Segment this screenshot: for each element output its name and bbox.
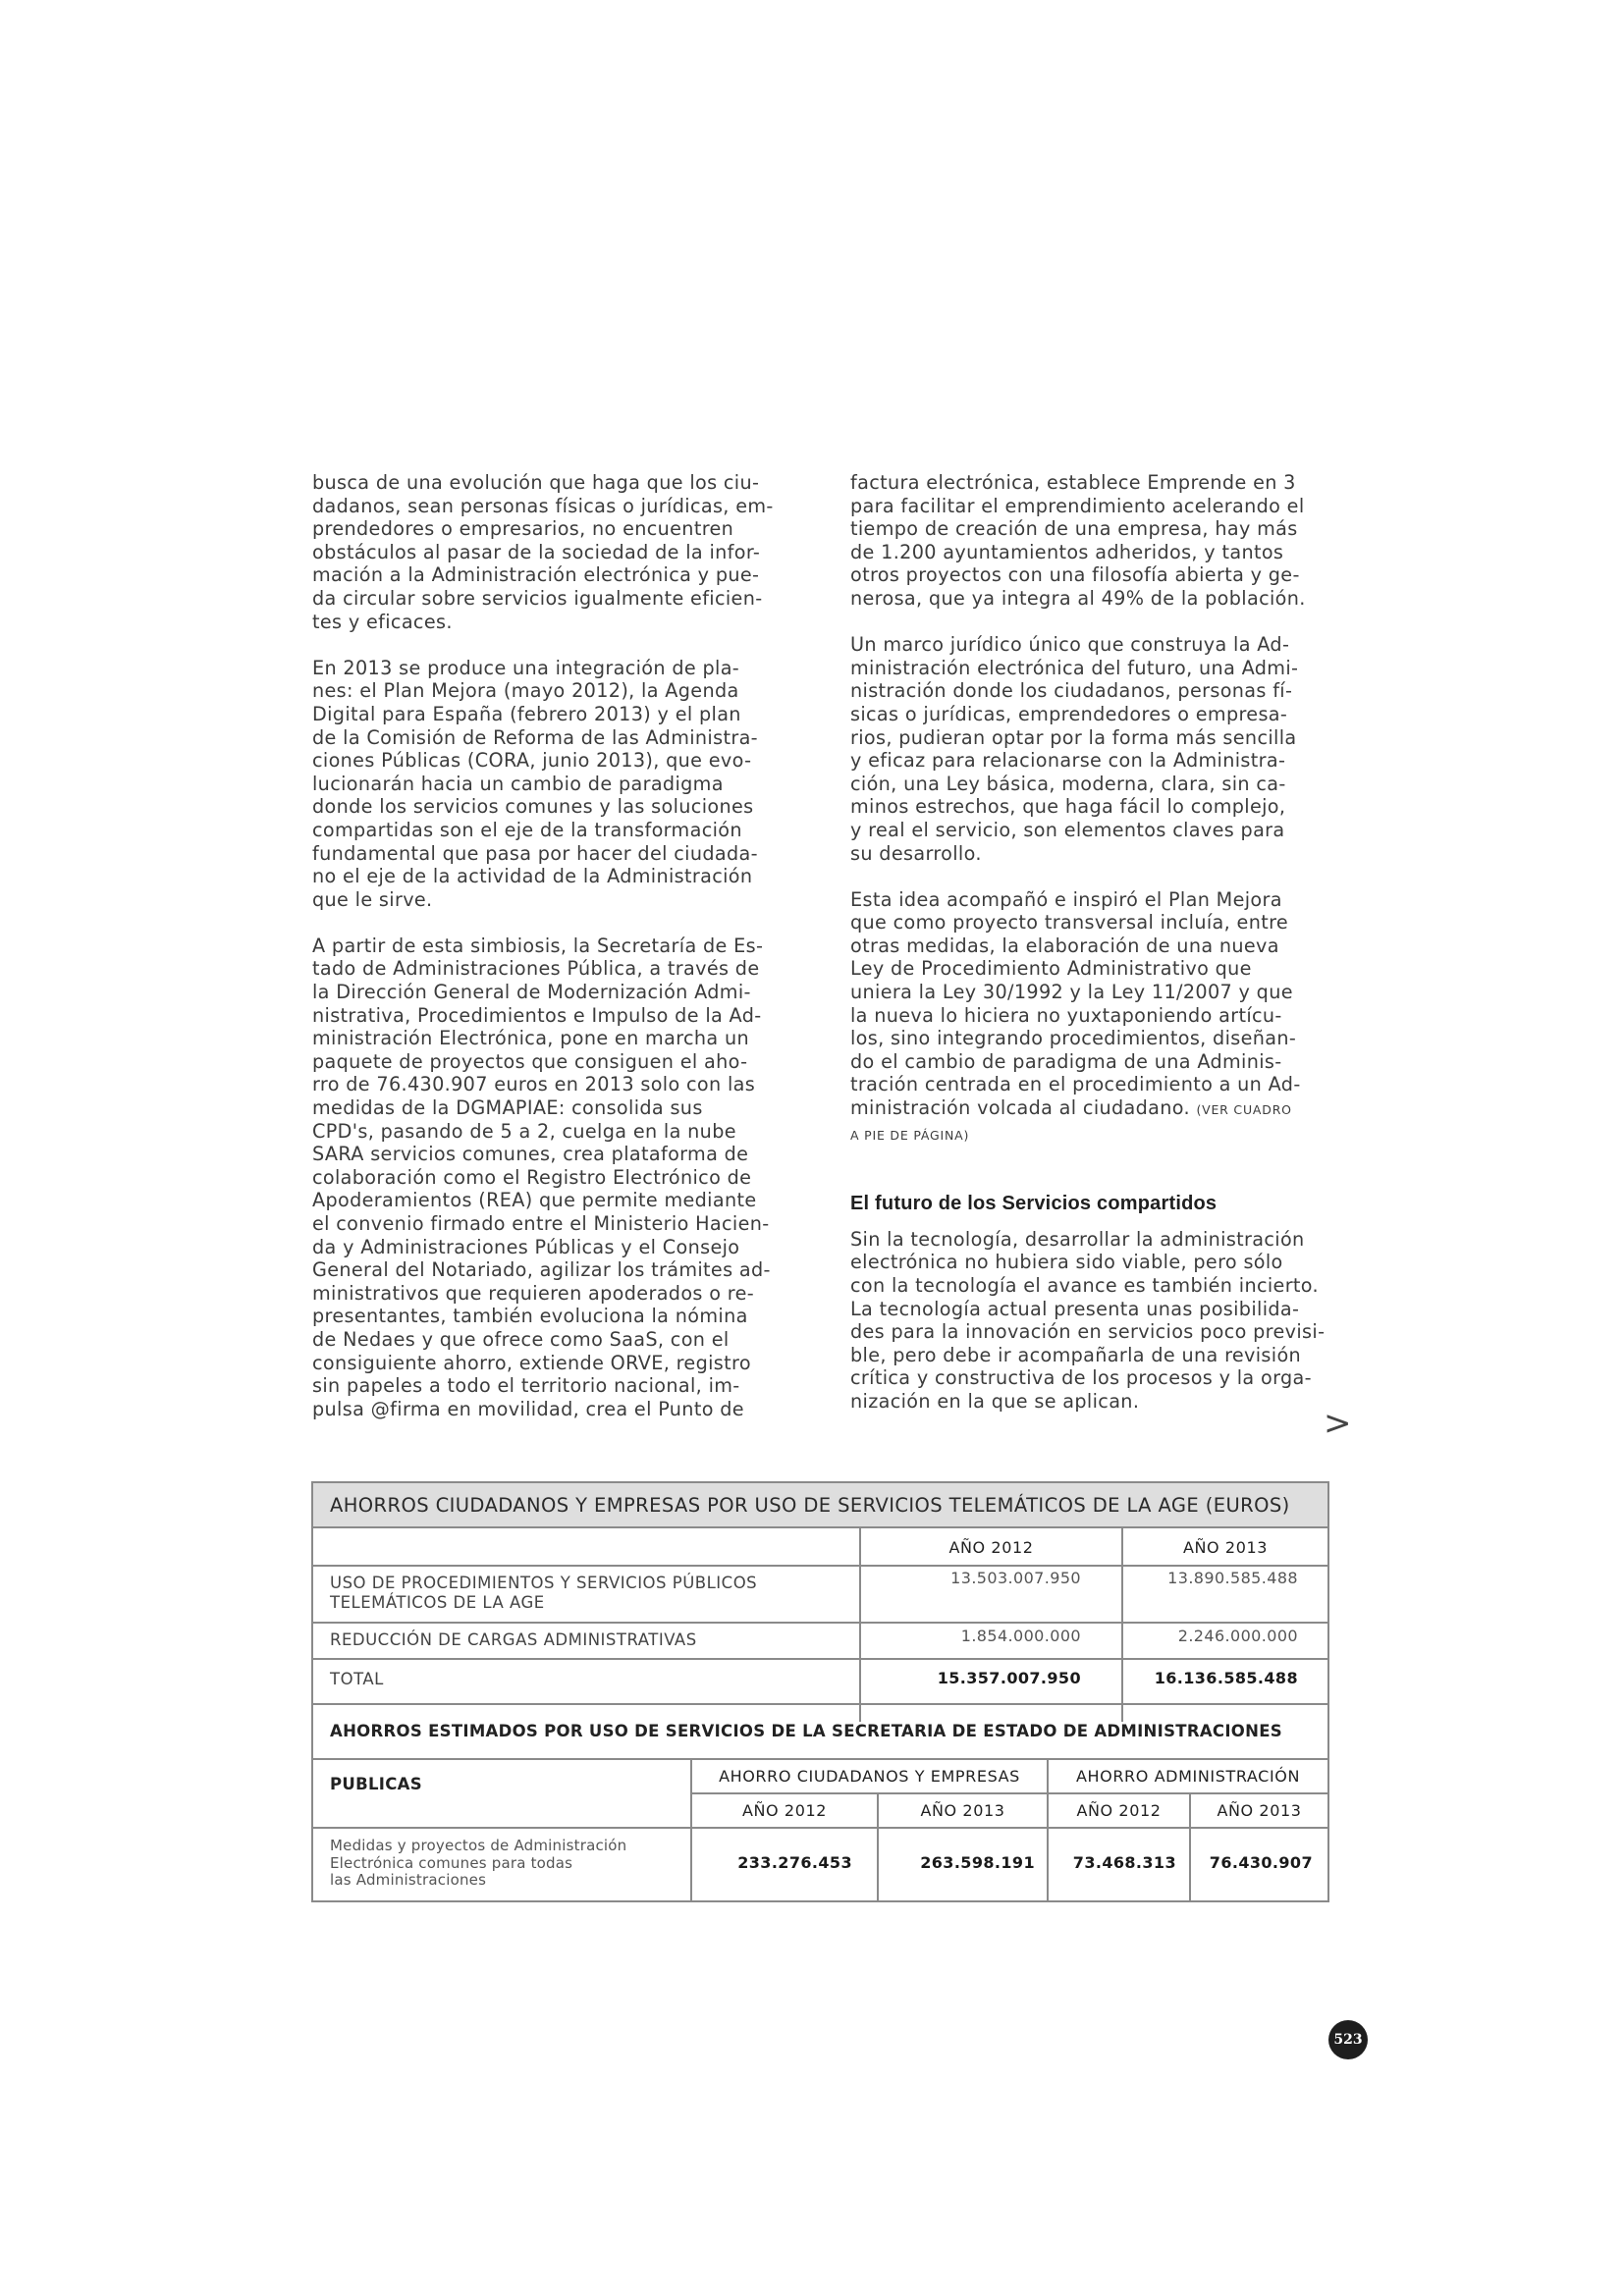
page-number: 523 bbox=[1328, 2020, 1368, 2059]
table-cell: 73.468.313 bbox=[1072, 1853, 1176, 1872]
row-label: USO DE PROCEDIMIENTOS Y SERVICIOS PÚBLICOS TELEMÁTICOS DE LA AGE bbox=[330, 1574, 758, 1612]
table-cell: 76.430.907 bbox=[1209, 1853, 1313, 1872]
paragraph bbox=[850, 888, 1326, 1148]
table-cell: 13.503.007.950 bbox=[950, 1569, 1081, 1587]
table-cell: 2.246.000.000 bbox=[1177, 1627, 1298, 1645]
section-subheading: El futuro de los Servicios compartidos bbox=[850, 1193, 1218, 1215]
group-header-administracion: AHORRO ADMINISTRACIÓN bbox=[1075, 1767, 1301, 1786]
column-header-2012: AÑO 2012 bbox=[948, 1538, 1034, 1557]
table-cell: 1.854.000.000 bbox=[960, 1627, 1081, 1645]
right-text-column bbox=[850, 471, 1326, 1436]
table-cell: 263.598.191 bbox=[920, 1853, 1035, 1872]
paragraph: busca de una evolución que haga que los ciu- dadanos, sean personas físicas o jurídicas, em- prendedores o empresarios, no encuentren obstáculos al pasar de la sociedad de la infor- mación a la Administración electrónica y pue- da circular sobre servicios igualmente eficien- tes y eficaces. bbox=[312, 471, 774, 633]
column-header-2013: AÑO 2013 bbox=[1182, 1538, 1269, 1557]
paragraph: factura electrónica, establece Emprende en 3 para facilitar el emprendimiento acelerando el tiempo de creación de una empresa, hay más de 1.200 ayuntamientos adheridos, y tantos otros proyectos con una filosofía abierta y ge- nerosa, que ya integra al 49% de la población. bbox=[850, 471, 1306, 610]
savings-table bbox=[311, 1481, 1329, 1902]
paragraph: Un marco jurídico único que construya la Ad- ministración electrónica del futuro, una Admi- nistración donde los ciudadanos, personas fí- sicas o jurídicas, emprendedores o empresa- rios, pudieran optar por la forma más sencilla y eficaz para relacionarse con la Administra- ción, una Ley básica, moderna, clara, sin ca- minos estrechos, que haga fácil lo complejo, y real el servicio, son elementos claves para su desarrollo. bbox=[850, 633, 1299, 865]
total-cell: 16.136.585.488 bbox=[1154, 1669, 1298, 1687]
chevron-right-icon: > bbox=[1324, 1404, 1352, 1443]
table-title: AHORROS CIUDADANOS Y EMPRESAS POR USO DE SERVICIOS TELEMÁTICOS DE LA AGE (EUROS) bbox=[313, 1483, 1327, 1528]
subheader-2013: AÑO 2013 bbox=[1217, 1801, 1302, 1820]
paragraph: A partir de esta simbiosis, la Secretaría de Es- tado de Administraciones Pública, a través de la Dirección General de Modernización Admi- nistrativa, Procedimientos e Impulso de la Ad- ministración Electrónica, pone en marcha un paquete de proyectos que consiguen el aho- rro de 76.430.907 euros en 2013 solo con las medidas de la DGMAPIAE: consolida sus CPD's, pasando de 5 a 2, cuelga en la nube SARA servicios comunes, crea plataforma de colaboración como el Registro Electrónico de Apoderamientos (REA) que permite mediante el convenio firmado entre el Ministerio Hacien- da y Administraciones Públicas y el Consejo General del Notariado, agilizar los trámites ad- ministrativos que requieren apoderados o re- presentantes, también evoluciona la nómina de Nedaes y que ofrece como SaaS, con el consiguiente ahorro, extiende ORVE, registro sin papeles a todo el territorio nacional, im- pulsa @firma en movilidad, crea el Punto de bbox=[312, 934, 771, 1420]
section-title: AHORROS ESTIMADOS POR USO DE SERVICIOS DE LA SECRETARIA DE ESTADO DE ADMINISTRACIONES PUBLICAS bbox=[330, 1722, 1282, 1793]
row-label: Medidas y proyectos de Administración Electrónica comunes para todas las Administraciones bbox=[330, 1837, 627, 1889]
subheader-2013: AÑO 2013 bbox=[920, 1801, 1005, 1820]
left-text-column bbox=[312, 471, 788, 1444]
group-header-ciudadanos: AHORRO CIUDADANOS Y EMPRESAS bbox=[719, 1767, 1020, 1786]
row-label: REDUCCIÓN DE CARGAS ADMINISTRATIVAS bbox=[330, 1630, 697, 1649]
table-cell: 233.276.453 bbox=[737, 1853, 852, 1872]
subheader-2012: AÑO 2012 bbox=[1076, 1801, 1162, 1820]
paragraph-text: Esta idea acompañó e inspiró el Plan Mejora que como proyecto transversal incluía, entre otras medidas, la elaboración de una nueva Ley de Procedimiento Administrativo que uniera la Ley 30/1992 y la Ley 11/2007 y que la nueva lo hiciera no yuxtaponiendo artícu- los, sino integrando procedimientos, diseñan- do el cambio de paradigma de una Adminis- tración centrada en el procedimiento a un Ad- ministración volcada al ciudadano. bbox=[850, 887, 1301, 1120]
table-cell: 13.890.585.488 bbox=[1167, 1569, 1298, 1587]
paragraph: En 2013 se produce una integración de pla- nes: el Plan Mejora (mayo 2012), la Agenda Digital para España (febrero 2013) y el plan de la Comisión de Reforma de las Administra- ciones Públicas (CORA, junio 2013), que evo- lucionarán hacia un cambio de paradigma donde los servicios comunes y las soluciones compartidas son el eje de la transformación fundamental que pasa por hacer del ciudada- no el eje de la actividad de la Administración que le sirve. bbox=[312, 656, 758, 911]
row-label: TOTAL bbox=[330, 1670, 384, 1688]
see-table-note: (VER CUADRO A PIE DE PÁGINA) bbox=[850, 1102, 1292, 1143]
subheader-2012: AÑO 2012 bbox=[741, 1801, 828, 1820]
paragraph: Sin la tecnología, desarrollar la administración electrónica no hubiera sido viable, pero sólo con la tecnología el avance es también incierto. La tecnología actual presenta unas posibilida- des para la innovación en servicios poco previsi- ble, pero debe ir acompañarla de una revisión crítica y constructiva de los procesos y la orga- nización en la que se aplican. bbox=[850, 1227, 1326, 1413]
total-cell: 15.357.007.950 bbox=[937, 1669, 1081, 1687]
